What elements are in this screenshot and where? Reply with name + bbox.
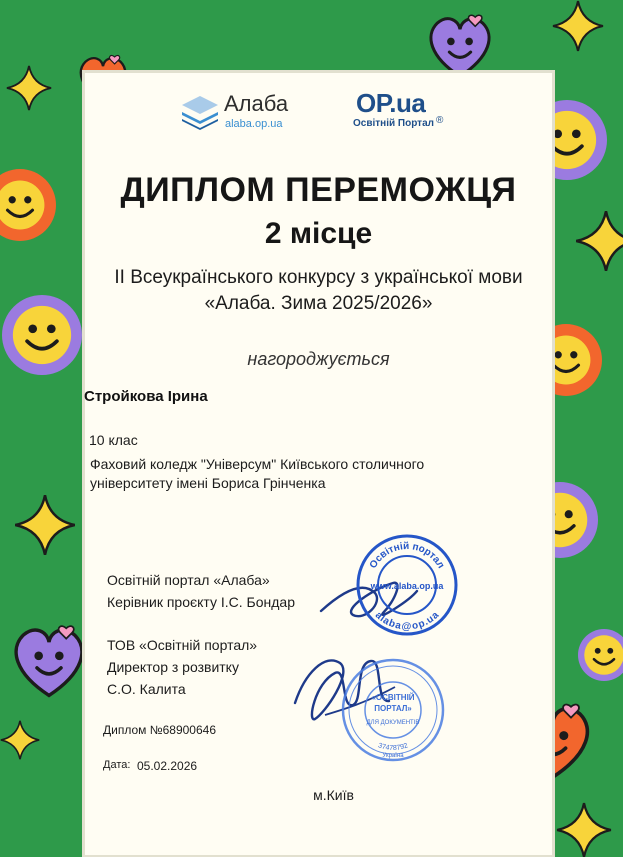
op-logo-registered: ® — [436, 115, 444, 126]
contest-line-1: II Всеукраїнського конкурсу з української мови — [114, 267, 523, 288]
stamp-alaba — [355, 533, 459, 637]
signer-1-org: Освітній портал «Алаба» — [107, 572, 270, 588]
signer-1-role: Керівник проєкту І.С. Бондар — [107, 594, 295, 610]
star-icon — [1, 721, 39, 759]
op-logo-subtitle: Освітній Портал — [353, 118, 434, 129]
signer-2-role: Директор з розвитку — [107, 659, 239, 675]
star-icon — [576, 211, 623, 271]
stamp-2-country: Україна — [382, 753, 404, 759]
alaba-logo-url: alaba.op.ua — [225, 118, 283, 130]
stamp-1-top-text: Освітній портал — [367, 540, 447, 571]
star-icon — [553, 1, 603, 51]
recipient-name: Стройкова Ірина — [84, 388, 208, 405]
stamp-2-line-3: ДЛЯ ДОКУМЕНТІВ — [366, 720, 420, 726]
diploma-number: Диплом №68900646 — [103, 723, 216, 737]
contest-line-2: «Алаба. Зима 2025/2026» — [204, 293, 433, 314]
recipient-school-line-1: Фаховий коледж "Універсум" Київського столичного — [90, 456, 425, 472]
star-icon — [7, 66, 51, 110]
signer-2-org: ТОВ «Освітній портал» — [107, 637, 258, 653]
svg-text:37478792 — [377, 742, 409, 752]
op-logo-name: OP.ua — [356, 88, 426, 118]
diploma-title: ДИПЛОМ ПЕРЕМОЖЦЯ — [120, 171, 517, 209]
stamp-1-bottom-text: alaba@op.ua — [372, 609, 442, 633]
date-label: Дата: — [103, 759, 131, 771]
layers-icon — [180, 94, 220, 130]
recipient-grade: 10 клас — [89, 432, 138, 448]
star-icon — [557, 803, 611, 857]
smiley-icon — [578, 629, 623, 681]
diploma-card — [82, 70, 555, 857]
alaba-logo — [180, 91, 310, 133]
alaba-logo-name: Алаба — [224, 91, 289, 116]
awarded-label: нагороджується — [247, 349, 390, 369]
stamp-portal — [340, 657, 446, 763]
signer-2-name: С.О. Калита — [107, 681, 186, 697]
diploma-place: 2 місце — [264, 217, 373, 250]
recipient-school-line-2: університету імені Бориса Грінченка — [90, 475, 326, 491]
op-logo — [350, 88, 450, 134]
date-value: 05.02.2026 — [137, 759, 198, 773]
stamp-1-middle-text: www.alaba.op.ua — [370, 581, 444, 591]
star-icon — [15, 495, 75, 555]
smiley-icon — [0, 169, 56, 241]
stamp-2-line-2: ПОРТАЛ» — [374, 704, 412, 713]
heart-icon — [431, 15, 489, 76]
heart-icon — [16, 626, 82, 695]
stamp-2-line-1: «ОСВІТНІЙ — [371, 693, 415, 702]
city: м.Київ — [313, 787, 354, 803]
smiley-icon — [2, 295, 82, 375]
stamp-2-code: 37478792 — [377, 742, 409, 753]
